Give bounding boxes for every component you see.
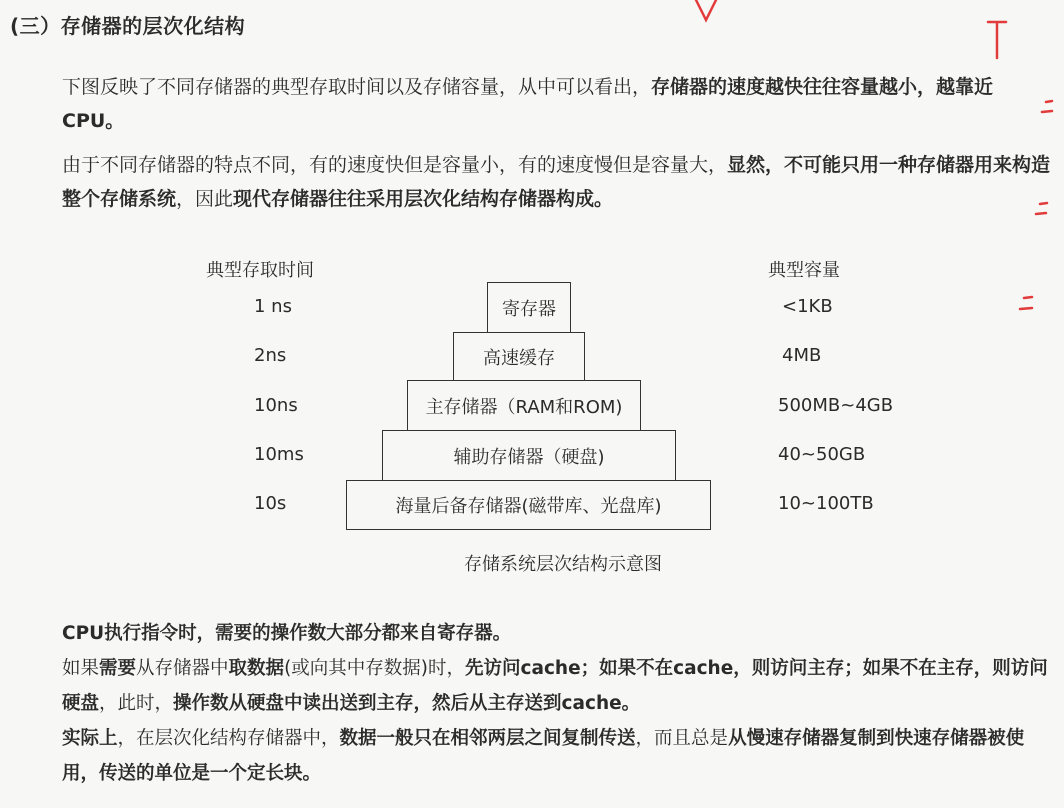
bp3-bold: 实际上 (62, 728, 118, 749)
level-capacity: 10~100TB (778, 493, 874, 514)
level-capacity: <1KB (782, 296, 833, 317)
bp2-bold: 操作数从硬盘中读出送到主存，然后从主存送到cache。 (173, 693, 641, 714)
level-box-cache: 高速缓存 (453, 332, 585, 381)
level-capacity: 500MB~4GB (778, 395, 894, 416)
red-t-mark (988, 22, 1006, 58)
intro-paragraph-1 (62, 70, 1052, 138)
bp2-text: ，此时， (99, 693, 174, 714)
level-box-main-memory: 主存储器（RAM和ROM) (407, 380, 641, 431)
bp2-text: (或向其中存数据)时， (284, 658, 465, 679)
capacity-header: 典型容量 (768, 260, 840, 281)
intro-p2-bold-d: 现代存储器往往采用层次化结构存储器构成。 (233, 188, 614, 210)
intro-paragraph-2 (62, 148, 1052, 216)
section-title: (三）存储器的层次化结构 (10, 14, 246, 38)
intro-p1-bold: 存储器的速度越快往往容量越小，越靠近CPU。 (62, 76, 994, 132)
bp3-text: ，在层次化结构存储器中， (117, 728, 340, 749)
bottom-paragraph-2 (62, 651, 1052, 721)
red-check-mark (696, 0, 716, 20)
level-box-mass-storage: 海量后备存储器(磁带库、光盘库) (346, 480, 711, 530)
intro-p2-bold-b: 显然，不可能只用一种存储器用来构造整个存储系统 (62, 154, 1051, 210)
bottom-paragraph-3 (62, 721, 1052, 791)
level-time: 10ms (254, 444, 304, 465)
level-time: 10ns (254, 395, 298, 416)
access-time-header: 典型存取时间 (206, 260, 314, 281)
level-time: 10s (254, 493, 287, 514)
bp3-bold: 数据一般只在相邻两层之间复制传送 (339, 728, 636, 749)
bp2-bold: 取数据 (228, 658, 285, 679)
bp2-text: 如果 (62, 658, 100, 679)
red-dash-mark-3 (1020, 297, 1032, 309)
level-time: 2ns (254, 345, 287, 366)
intro-p2-text-c: ，因此 (176, 188, 234, 210)
intro-p2-text-a: 由于不同存储器的特点不同，有的速度快但是容量小，有的速度慢但是容量大， (62, 154, 728, 176)
diagram-caption: 存储系统层次结构示意图 (464, 554, 662, 575)
bp3-bold: 从慢速存储器复制到快速存储器被使用，传送的单位是一个定长块。 (62, 728, 1025, 784)
bp3-text: ，而且总是 (635, 728, 729, 749)
bp2-bold: 先访问cache；如果不在cache，则访问主存；如果不在主存，则访问硬盘 (62, 658, 1048, 714)
level-capacity: 40~50GB (778, 444, 866, 465)
bp2-bold: 需要 (99, 658, 137, 679)
level-time: 1 ns (254, 296, 292, 317)
level-box-register: 寄存器 (487, 282, 571, 333)
level-capacity: 4MB (782, 345, 822, 366)
bottom-line-1: CPU执行指令时，需要的操作数大部分都来自寄存器。 (62, 623, 512, 644)
intro-p1-text: 下图反映了不同存储器的典型存取时间以及存储容量，从中可以看出， (62, 76, 652, 98)
level-box-secondary-storage: 辅助存储器（硬盘) (382, 430, 676, 481)
bp2-text: 从存储器中 (136, 658, 229, 679)
